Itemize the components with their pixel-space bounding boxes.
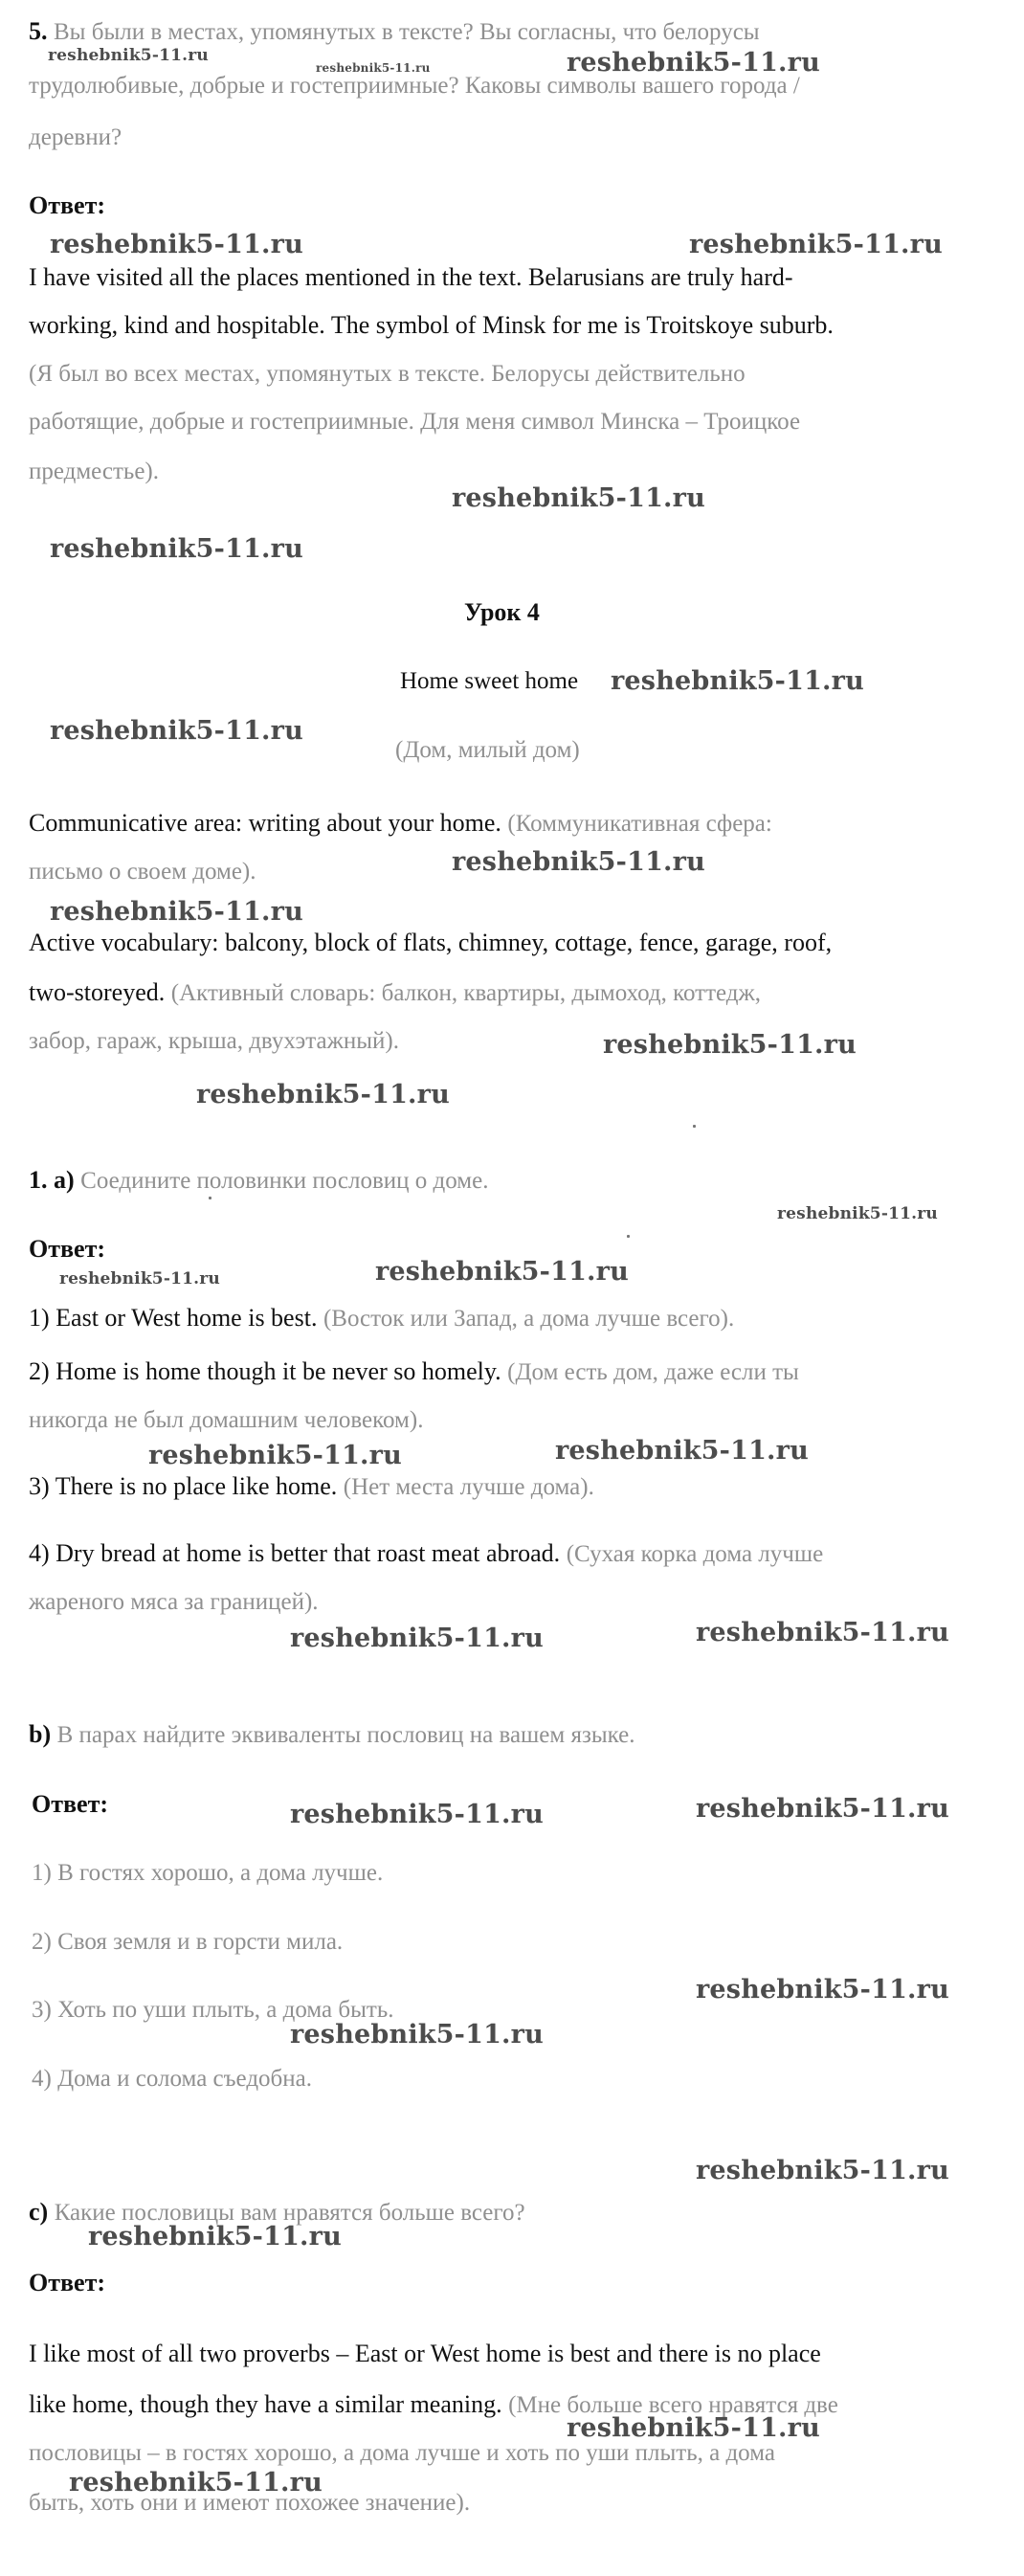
answer-ru-line-1: (Я был во всех местах, упомянутых в тексте. Белорусы действительно [29,361,746,387]
proverb-2 [29,1357,799,1387]
vocabulary-line-1: Active vocabulary: balcony, block of flats, chimney, cottage, fence, garage, roof, [29,929,833,956]
proverb-ru: (Сухая корка дома лучше [566,1541,824,1567]
vocabulary-en-2: two-storeyed. [29,978,166,1006]
proverb-en: 4) Dry bread at home is better that roast meat abroad. [29,1539,561,1567]
proverb-4-ru-cont: жареного мяса за границей). [29,1589,319,1615]
exercise-5-question-line-3: деревни? [29,124,122,150]
watermark: reshebnik5-11.ru [290,1624,544,1653]
equivalent-4: 4) Дома и солома съедобна. [32,2066,312,2092]
watermark: reshebnik5-11.ru [50,897,303,927]
watermark: reshebnik5-11.ru [50,534,303,564]
question-text: Вы были в местах, упомянутых в тексте? Вы согласны, что белорусы [54,19,760,45]
vocabulary-line-3: забор, гараж, крыша, двухэтажный). [29,1028,399,1054]
answer-ru-1: (Мне больше всего нравятся две [508,2392,838,2418]
proverb-en: 3) There is no place like home. [29,1472,338,1500]
proverb-4 [29,1539,823,1569]
watermark: reshebnik5-11.ru [69,2468,323,2498]
exercise-number: 1. [29,1166,48,1194]
proverb-ru: (Дом есть дом, даже если ты [507,1359,799,1385]
exercise-letter: c) [29,2198,49,2226]
watermark: reshebnik5-11.ru [696,2156,949,2185]
watermark: reshebnik5-11.ru [375,1257,629,1287]
proverb-en: 1) East or West home is best. [29,1304,318,1332]
equivalent-2: 2) Своя земля и в горсти мила. [32,1929,344,1955]
watermark: reshebnik5-11.ru [696,1794,949,1824]
answer-en-line-1: I have visited all the places mentioned in the text. Belarusians are truly hard- [29,263,793,291]
answer-en-line-1: I like most of all two proverbs – East or West home is best and there is no place [29,2340,821,2367]
exercise-5-question-line-2: трудолюбивые, добрые и гостеприимные? Каковы символы вашего города / [29,73,800,99]
answer-ru-line-2: работящие, добрые и гостеприимные. Для меня символ Минска – Троицкое [29,409,801,435]
vocabulary-ru-1: (Активный словарь: балкон, квартиры, дымоход, коттедж, [170,980,762,1006]
watermark: reshebnik5-11.ru [48,46,209,65]
equivalent-1: 1) В гостях хорошо, а дома лучше. [32,1860,384,1886]
task-text: В парах найдите эквиваленты пословиц на вашем языке. [56,1722,635,1748]
proverb-ru: (Нет места лучше дома). [343,1474,594,1500]
watermark: reshebnik5-11.ru [452,483,705,513]
watermark: reshebnik5-11.ru [148,1441,402,1470]
watermark: reshebnik5-11.ru [196,1080,450,1109]
watermark: reshebnik5-11.ru [50,716,303,746]
scan-speck [627,1235,630,1238]
scan-speck [693,1125,696,1128]
exercise-5-question-line-1 [29,17,760,47]
answer-en-line-2: working, kind and hospitable. The symbol of Minsk for me is Troitskoye suburb. [29,311,834,339]
exercise-1a-task [29,1166,488,1196]
lesson-subtitle-ru: (Дом, милый дом) [395,737,580,763]
equivalent-3: 3) Хоть по уши плыть, а дома быть. [32,1997,394,2023]
watermark: reshebnik5-11.ru [777,1204,938,1223]
answer-ru-line-3: быть, хоть они и имеют похожее значение). [29,2490,471,2516]
answer-ru-line-3: предместье). [29,459,159,484]
exercise-letter: b) [29,1720,52,1748]
watermark: reshebnik5-11.ru [603,1030,857,1060]
watermark: reshebnik5-11.ru [290,1800,544,1829]
proverb-en: 2) Home is home though it be never so homely. [29,1357,501,1385]
watermark: reshebnik5-11.ru [696,1618,949,1647]
watermark: reshebnik5-11.ru [290,2020,544,2050]
scan-speck [209,1197,211,1199]
watermark: reshebnik5-11.ru [555,1436,809,1466]
proverb-ru: (Восток или Запад, а дома лучше всего). [323,1306,735,1332]
lesson-subtitle: Home sweet home [400,668,579,694]
answer-label: Ответ: [29,2269,106,2296]
vocabulary-line-2 [29,978,761,1008]
watermark: reshebnik5-11.ru [567,48,820,78]
watermark: reshebnik5-11.ru [689,230,943,259]
lesson-title: Урок 4 [464,598,540,626]
communicative-en: Communicative area: writing about your home. [29,809,501,837]
answer-ru-line-2: пословицы – в гостях хорошо, а дома лучше и хоть по уши плыть, а дома [29,2440,775,2466]
watermark: reshebnik5-11.ru [611,666,864,696]
communicative-line-2: письмо о своем доме). [29,859,256,885]
answer-label: Ответ: [29,1235,106,1263]
answer-label: Ответ: [29,191,106,219]
watermark: reshebnik5-11.ru [696,1975,949,2005]
watermark: reshebnik5-11.ru [50,230,303,259]
task-text: Какие пословицы вам нравятся больше всего? [54,2200,525,2226]
communicative-ru: (Коммуникативная сфера: [507,811,772,837]
watermark: reshebnik5-11.ru [59,1269,220,1288]
answer-en-2: like home, though they have a similar meaning. [29,2390,502,2418]
watermark: reshebnik5-11.ru [316,61,431,75]
watermark: reshebnik5-11.ru [452,847,705,877]
exercise-1b-task [29,1720,635,1750]
proverb-3 [29,1472,594,1502]
exercise-letter: a) [54,1166,75,1194]
answer-label: Ответ: [32,1790,109,1818]
task-text: Соедините половинки пословиц о доме. [80,1168,489,1194]
communicative-line-1 [29,809,772,839]
exercise-number: 5. [29,17,48,45]
watermark: reshebnik5-11.ru [567,2413,820,2443]
proverb-1 [29,1304,734,1333]
proverb-2-ru-cont: никогда не был домашним человеком). [29,1407,424,1433]
watermark: reshebnik5-11.ru [88,2222,342,2251]
